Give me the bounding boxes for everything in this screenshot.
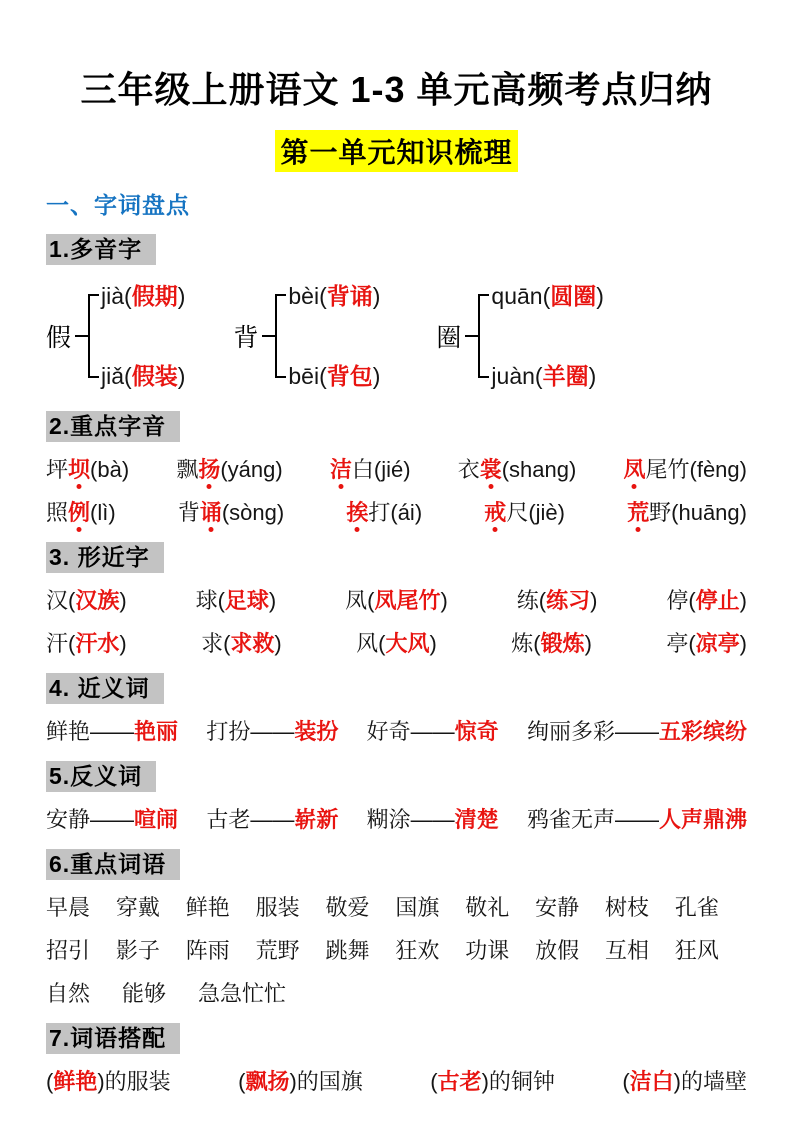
key-word: 国旗 [395, 895, 440, 920]
collocation-noun-part: )的墙壁 [673, 1069, 747, 1094]
base-character: 圈 [436, 324, 462, 352]
pinyin-text: jià( [101, 283, 132, 309]
phonetic-word [178, 498, 284, 528]
example-word: 凤尾竹 [374, 588, 441, 613]
word-pinyin-part: (lì) [90, 500, 116, 525]
collocation-entry [622, 1067, 747, 1097]
section-heading-label: 6.重点词语 [46, 849, 180, 880]
word-red-char: 挨 [346, 500, 369, 525]
section-heading-label: 5.反义词 [46, 761, 156, 792]
section-heading-zhongdian-ciyu [46, 849, 747, 880]
pair-word-black: 古老 [206, 807, 251, 832]
word-pinyin-part: (yáng) [220, 457, 283, 482]
bracket-connector-line [75, 335, 88, 337]
key-word: 自然 [46, 981, 91, 1006]
pinyin-group [436, 282, 604, 390]
word-red-char: 洁 [329, 457, 352, 482]
key-word: 放假 [535, 938, 580, 963]
open-paren: ( [46, 1069, 54, 1094]
antonym-pair [206, 805, 338, 835]
pinyin-text: quān( [491, 283, 551, 309]
pair-word-black: 鸦雀无声 [526, 807, 615, 832]
key-word: 穿戴 [115, 895, 160, 920]
section-heading-ciyu-dapei [46, 1023, 747, 1054]
pair-word-red: 喧闹 [134, 807, 179, 832]
pair-word-red: 五彩缤纷 [658, 719, 747, 744]
base-char-paren: 汗( [46, 631, 76, 656]
collocation-adjective: 鲜艳 [53, 1069, 98, 1094]
close-paren: ) [372, 283, 381, 309]
word-black-part: 照 [46, 500, 69, 525]
section-heading-xingjinzi [46, 542, 747, 573]
ziyin-row-1 [46, 455, 747, 485]
word-red-char: 戒 [484, 500, 507, 525]
pair-word-black: 鲜艳 [46, 719, 91, 744]
example-word: 练习 [546, 588, 591, 613]
pair-dash: —— [250, 807, 295, 832]
key-words-row-3 [46, 979, 747, 1009]
example-word: 汉族 [75, 588, 120, 613]
pinyin-text: bēi( [288, 363, 327, 389]
phonetic-word [176, 455, 282, 485]
word-pinyin-part: (sòng) [221, 500, 285, 525]
similar-char-entry [345, 586, 448, 616]
pair-dash: —— [614, 807, 659, 832]
subtitle-row [46, 130, 747, 172]
phonetic-word [46, 498, 116, 528]
similar-char-entry [46, 629, 127, 659]
pronunciation-bottom [101, 362, 185, 390]
phonetic-word [330, 455, 411, 485]
collocation-adjective: 古老 [437, 1069, 482, 1094]
key-words-row-1 [46, 893, 747, 923]
close-paren: ) [596, 283, 604, 309]
similar-char-entry [46, 586, 127, 616]
antonym-pair [46, 805, 178, 835]
example-word: 背诵 [326, 283, 373, 309]
similar-char-entry [201, 629, 282, 659]
pronunciation-entries [491, 282, 604, 390]
synonym-pair [527, 717, 747, 747]
collocation-row [46, 1067, 747, 1097]
collocation-entry [238, 1067, 363, 1097]
pair-dash: —— [410, 807, 455, 832]
pinyin-text: bèi( [288, 283, 327, 309]
word-red-char: 裳 [479, 457, 502, 482]
close-paren: ) [429, 631, 437, 656]
word-red-char: 扬 [198, 457, 221, 482]
key-word: 招引 [46, 938, 91, 963]
key-word: 跳舞 [325, 938, 370, 963]
key-word: 狂欢 [395, 938, 440, 963]
pair-word-black: 绚丽多彩 [526, 719, 615, 744]
example-word: 停止 [695, 588, 740, 613]
base-char-paren: 炼( [511, 631, 541, 656]
word-pinyin-part: 尾竹(fèng) [645, 457, 747, 482]
word-pinyin-part: 野(huāng) [649, 500, 747, 525]
close-paren: ) [739, 631, 747, 656]
pair-word-black: 安静 [46, 807, 91, 832]
close-paren: ) [440, 588, 448, 613]
collocation-noun-part: )的铜钟 [481, 1069, 555, 1094]
base-char-paren: 停( [666, 588, 696, 613]
close-paren: ) [588, 363, 597, 389]
key-word: 鲜艳 [185, 895, 230, 920]
word-black-part: 背 [177, 500, 200, 525]
example-word: 汗水 [75, 631, 120, 656]
base-char-paren: 练( [516, 588, 547, 613]
pair-dash: —— [90, 719, 135, 744]
similar-char-entry [511, 629, 592, 659]
pronunciation-top [491, 282, 604, 310]
section-heading-label: 1.多音字 [46, 234, 156, 265]
example-word: 假装 [131, 363, 178, 389]
base-char-paren: 汉( [46, 588, 76, 613]
example-word: 足球 [224, 588, 269, 613]
example-word: 锻炼 [540, 631, 585, 656]
pair-dash: —— [90, 807, 135, 832]
key-words-row-2 [46, 936, 747, 966]
pronunciation-entries [101, 282, 185, 390]
synonym-pair [46, 717, 178, 747]
base-char-paren: 亭( [666, 631, 696, 656]
close-paren: ) [372, 363, 381, 389]
synonym-pair [206, 717, 338, 747]
close-paren: ) [177, 283, 186, 309]
similar-char-entry [666, 586, 747, 616]
section-heading-label: 2.重点字音 [46, 411, 180, 442]
word-pinyin-part: (bà) [90, 457, 130, 482]
pair-word-black: 糊涂 [366, 807, 411, 832]
unit-subtitle: 第一单元知识梳理 [275, 130, 517, 172]
section-heading-fanyici [46, 761, 747, 792]
word-red-char: 荒 [627, 500, 650, 525]
key-word: 孔雀 [674, 895, 719, 920]
phonetic-word [46, 455, 129, 485]
base-char-paren: 球( [195, 588, 225, 613]
pronunciation-top [101, 282, 185, 310]
ziyin-row-2 [46, 498, 747, 528]
section-heading-label: 3. 形近字 [46, 542, 164, 573]
similar-char-entry [517, 586, 598, 616]
pair-word-black: 好奇 [366, 719, 411, 744]
close-paren: ) [590, 588, 598, 613]
example-word: 假期 [131, 283, 178, 309]
phonetic-word [627, 498, 747, 528]
pair-dash: —— [410, 719, 455, 744]
phonetic-word [346, 498, 422, 528]
key-word: 荒野 [255, 938, 300, 963]
phonetic-word [458, 455, 577, 485]
word-red-char: 例 [68, 500, 91, 525]
bracket-shape [88, 294, 99, 378]
close-paren: ) [119, 631, 127, 656]
close-paren: ) [119, 588, 127, 613]
word-pinyin-part: (shang) [501, 457, 577, 482]
pair-word-red: 惊奇 [454, 719, 499, 744]
key-word: 影子 [115, 938, 160, 963]
page-title: 三年级上册语文 1-3 单元高频考点归纳 [80, 69, 713, 110]
word-pinyin-part: 打(ái) [368, 500, 423, 525]
collocation-entry [430, 1067, 555, 1097]
bracket-shape [275, 294, 286, 378]
word-red-char: 诵 [199, 500, 222, 525]
jinyici-pairs [46, 717, 747, 747]
word-pinyin-part: 尺(jiè) [506, 500, 565, 525]
example-word: 羊圈 [542, 363, 589, 389]
word-red-char: 坝 [68, 457, 91, 482]
open-paren: ( [430, 1069, 438, 1094]
section-heading-label: 4. 近义词 [46, 673, 164, 704]
bracket-shape [478, 294, 489, 378]
key-word: 阵雨 [185, 938, 230, 963]
pronunciation-top [288, 282, 380, 310]
key-word: 狂风 [674, 938, 719, 963]
close-paren: ) [274, 631, 282, 656]
bracket-connector-line [465, 335, 478, 337]
pair-dash: —— [614, 719, 659, 744]
pinyin-group [46, 282, 185, 390]
base-character: 假 [46, 324, 72, 352]
key-word: 安静 [535, 895, 580, 920]
word-red-char: 凤 [623, 457, 646, 482]
base-char-paren: 风( [356, 631, 386, 656]
collocation-entry [46, 1067, 171, 1097]
key-word: 互相 [605, 938, 650, 963]
section-heading-ziyin [46, 411, 747, 442]
word-black-part: 坪 [46, 457, 69, 482]
bracket-connector-line [262, 335, 275, 337]
collocation-noun-part: )的服装 [97, 1069, 171, 1094]
similar-char-entry [196, 586, 277, 616]
key-word: 能够 [122, 981, 167, 1006]
key-word: 敬礼 [465, 895, 510, 920]
base-char-paren: 求( [201, 631, 231, 656]
key-word: 功课 [465, 938, 510, 963]
word-black-part: 衣 [457, 457, 480, 482]
pronunciation-entries [288, 282, 380, 390]
section-heading-label: 7.词语搭配 [46, 1023, 180, 1054]
open-paren: ( [238, 1069, 246, 1094]
antonym-pair [527, 805, 747, 835]
base-char-paren: 凤( [345, 588, 375, 613]
phonetic-word [484, 498, 565, 528]
pair-word-red: 崭新 [294, 807, 339, 832]
close-paren: ) [177, 363, 186, 389]
fanyici-pairs [46, 805, 747, 835]
similar-char-entry [666, 629, 747, 659]
close-paren: ) [268, 588, 277, 613]
collocation-noun-part: )的国旗 [289, 1069, 363, 1094]
collocation-adjective: 洁白 [629, 1069, 674, 1094]
example-word: 圆圈 [550, 283, 597, 309]
example-word: 背包 [326, 363, 373, 389]
pair-word-black: 打扮 [206, 719, 251, 744]
antonym-pair [367, 805, 499, 835]
part-heading: 一、字词盘点 [46, 192, 190, 218]
key-word: 敬爱 [325, 895, 370, 920]
pair-dash: —— [250, 719, 295, 744]
word-black-part: 飘 [176, 457, 199, 482]
phonetic-word [623, 455, 747, 485]
example-word: 求救 [230, 631, 275, 656]
pronunciation-bottom [288, 362, 380, 390]
xingjinzi-row-2 [46, 629, 747, 659]
similar-char-entry [356, 629, 437, 659]
close-paren: ) [584, 631, 592, 656]
close-paren: ) [739, 588, 747, 613]
key-word: 早晨 [46, 895, 91, 920]
section-heading-jinyici [46, 673, 747, 704]
word-pinyin-part: 白(jié) [351, 457, 411, 482]
example-word: 凉亭 [695, 631, 740, 656]
synonym-pair [367, 717, 499, 747]
pair-word-red: 人声鼎沸 [658, 807, 747, 832]
base-character: 背 [233, 324, 259, 352]
key-word: 树枝 [605, 895, 650, 920]
pair-word-red: 装扮 [294, 719, 339, 744]
key-word: 服装 [255, 895, 300, 920]
pinyin-group [233, 282, 380, 390]
section-heading-duoyinzi [46, 234, 747, 265]
pinyin-text: jiǎ( [101, 363, 132, 389]
pronunciation-bottom [491, 362, 604, 390]
open-paren: ( [622, 1069, 630, 1094]
collocation-adjective: 飘扬 [245, 1069, 290, 1094]
duoyinzi-groups [46, 275, 747, 397]
example-word: 大风 [385, 631, 430, 656]
pinyin-text: juàn( [491, 363, 543, 389]
pair-word-red: 清楚 [454, 807, 499, 832]
key-word: 急急忙忙 [198, 981, 287, 1006]
pair-word-red: 艳丽 [134, 719, 179, 744]
xingjinzi-row-1 [46, 586, 747, 616]
